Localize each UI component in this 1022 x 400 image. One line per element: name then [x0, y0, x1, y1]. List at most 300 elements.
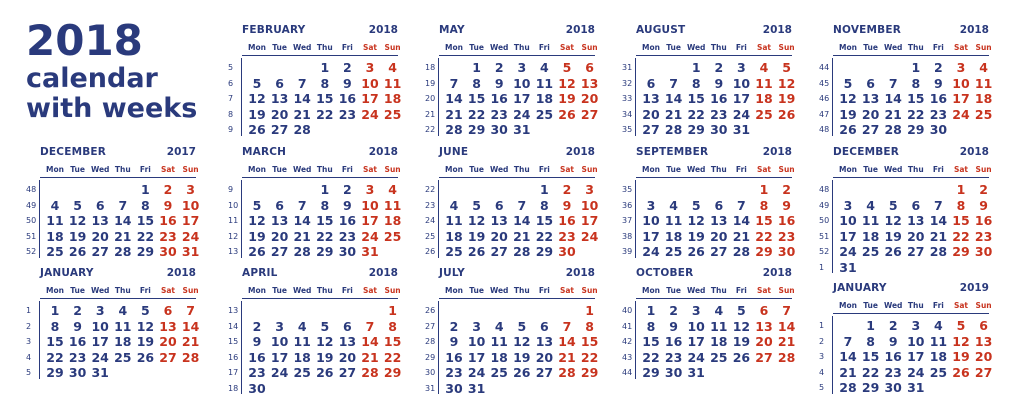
- day-cell: 16: [338, 213, 357, 228]
- weekday-header-row: [425, 163, 598, 176]
- day-cell: 14: [839, 349, 857, 364]
- weekday-label: Thu: [907, 43, 924, 52]
- month-year: 2018: [565, 146, 595, 158]
- month-year: 2018: [368, 267, 398, 279]
- day-cell: 6: [979, 318, 988, 333]
- weekday-header-row: [26, 284, 199, 297]
- day-cell: 6: [714, 197, 724, 213]
- day-cell: 1: [759, 182, 769, 197]
- day-cell: 13: [535, 334, 554, 349]
- day-cell: 12: [732, 318, 751, 334]
- week-number: 19: [425, 78, 436, 88]
- day-cell: 18: [755, 91, 773, 106]
- weekday-label: Thu: [710, 43, 727, 52]
- day-cell: 30: [558, 244, 576, 259]
- weekday-label: Sat: [362, 165, 378, 174]
- month-year: 2018: [368, 146, 398, 158]
- week-number: 15: [228, 337, 239, 346]
- day-cell: 7: [782, 303, 791, 318]
- weekday-label: Thu: [316, 286, 333, 295]
- day-cell: 13: [338, 334, 357, 349]
- day-cell: 22: [755, 228, 773, 244]
- weekday-label: Fri: [932, 301, 944, 310]
- month-aug-2018: [622, 24, 796, 137]
- day-cell: 6: [585, 60, 594, 75]
- day-cell: 17: [270, 349, 289, 365]
- day-cell: 29: [467, 122, 486, 137]
- day-cell: 16: [159, 213, 177, 228]
- day-cell: 1: [141, 182, 150, 197]
- header-rule: [242, 177, 398, 178]
- week-number-rule: [832, 180, 833, 273]
- week-number: 27: [425, 321, 436, 331]
- weekday-label: Sun: [581, 286, 598, 295]
- weekday-label: Sat: [559, 43, 575, 52]
- week-number: 35: [622, 125, 633, 134]
- day-cell: 1: [388, 303, 397, 318]
- day-cell: 15: [907, 91, 925, 106]
- day-cell: 14: [732, 213, 751, 228]
- day-cell: 6: [275, 75, 284, 91]
- day-cell: 9: [669, 318, 678, 334]
- week-number: 29: [425, 352, 436, 362]
- day-cell: 21: [929, 228, 948, 244]
- header-rule: [833, 55, 989, 56]
- day-cell: 5: [691, 197, 701, 213]
- month-name: AUGUST: [636, 24, 686, 36]
- day-cell: 28: [884, 122, 902, 137]
- day-cell: 21: [293, 106, 311, 122]
- week-number: 3: [819, 352, 825, 361]
- day-cell: 13: [755, 318, 773, 334]
- day-cell: 30: [490, 122, 508, 137]
- day-cell: 19: [884, 228, 902, 244]
- weekday-header-row: [26, 163, 199, 176]
- week-number: 6: [228, 78, 234, 88]
- day-cell: 14: [929, 213, 948, 228]
- weekday-label: Wed: [489, 165, 509, 174]
- month-header: [425, 146, 595, 160]
- day-cell: 29: [952, 244, 970, 259]
- week-number: 52: [819, 247, 830, 256]
- weekday-label: Sun: [778, 286, 795, 295]
- month-header: [228, 24, 398, 38]
- day-cell: 27: [580, 106, 599, 122]
- day-cell: 3: [472, 318, 481, 334]
- weekday-label: Sun: [778, 165, 795, 174]
- day-cell: 15: [952, 213, 970, 228]
- header-rule: [636, 177, 792, 178]
- weekday-label: Mon: [46, 165, 64, 174]
- day-cell: 5: [320, 318, 330, 334]
- day-cell: 4: [669, 197, 678, 213]
- title-line-2: with weeks: [26, 93, 198, 124]
- day-cell: 20: [270, 106, 289, 122]
- day-cell: 6: [866, 75, 875, 91]
- day-cell: 7: [934, 197, 943, 213]
- weekday-label: Mon: [839, 165, 857, 174]
- day-cell: 9: [782, 197, 791, 213]
- week-number: 46: [819, 94, 830, 103]
- day-cell: 15: [580, 334, 599, 349]
- weekday-label: Fri: [341, 286, 353, 295]
- month-header: [228, 146, 398, 160]
- day-cell: 4: [494, 318, 504, 334]
- day-cell: 1: [646, 303, 656, 318]
- day-cell: 7: [297, 197, 307, 213]
- day-cell: 17: [361, 213, 379, 228]
- month-year: 2018: [565, 267, 595, 279]
- weekday-label: Fri: [932, 43, 944, 52]
- day-cell: 9: [343, 75, 352, 91]
- day-cell: 25: [445, 244, 463, 259]
- day-cell: 30: [68, 365, 87, 380]
- weekday-label: Tue: [272, 43, 287, 52]
- day-cell: 18: [114, 334, 132, 349]
- day-cell: 2: [888, 318, 898, 333]
- day-cell: 7: [888, 75, 898, 91]
- day-cell: 3: [365, 182, 375, 197]
- day-cell: 27: [159, 349, 177, 365]
- day-cell: 29: [580, 365, 599, 380]
- day-cell: 4: [118, 303, 128, 318]
- week-number: 31: [425, 383, 436, 393]
- week-number: 25: [425, 231, 436, 241]
- day-cell: 22: [642, 349, 660, 365]
- day-cell: 10: [580, 197, 599, 213]
- day-cell: 12: [558, 75, 576, 91]
- day-cell: 21: [884, 106, 902, 122]
- day-cell: 16: [884, 349, 902, 364]
- weekday-label: Sat: [953, 43, 969, 52]
- day-cell: 21: [181, 334, 200, 349]
- day-cell: 27: [270, 122, 289, 137]
- day-cell: 7: [843, 333, 853, 349]
- day-cell: 18: [46, 228, 64, 244]
- day-cell: 27: [535, 365, 554, 380]
- week-number-rule: [241, 58, 242, 136]
- day-cell: 11: [114, 318, 132, 334]
- weekday-label: Tue: [666, 165, 681, 174]
- week-number-rule: [635, 180, 636, 258]
- day-cell: 24: [642, 244, 660, 259]
- day-cell: 17: [907, 349, 925, 364]
- day-cell: 12: [136, 318, 155, 334]
- day-cell: 28: [293, 244, 311, 259]
- week-number: 33: [622, 94, 633, 103]
- month-jun-2018: [425, 146, 599, 259]
- day-cell: 7: [737, 197, 746, 213]
- day-cell: 24: [907, 364, 925, 380]
- day-cell: 28: [361, 365, 379, 380]
- month-name: FEBRUARY: [242, 24, 306, 36]
- weekday-label: Fri: [341, 43, 353, 52]
- day-cell: 19: [513, 349, 531, 365]
- day-cell: 22: [861, 364, 880, 380]
- week-number: 51: [26, 231, 37, 241]
- day-cell: 15: [383, 334, 402, 349]
- day-cell: 28: [929, 244, 948, 259]
- day-cell: 9: [252, 334, 262, 349]
- header-rule: [636, 55, 792, 56]
- week-number: 22: [425, 125, 436, 134]
- day-cell: 9: [163, 197, 173, 213]
- month-header: [622, 24, 792, 38]
- title-line-1: calendar: [26, 63, 158, 94]
- day-cell: 10: [270, 334, 289, 349]
- weekday-label: Thu: [316, 165, 333, 174]
- day-cell: 13: [642, 91, 660, 106]
- day-cell: 4: [449, 197, 459, 213]
- day-cell: 13: [710, 213, 728, 228]
- day-cell: 30: [929, 122, 948, 137]
- week-number: 49: [26, 200, 37, 210]
- month-name: MARCH: [242, 146, 287, 158]
- day-cell: 22: [467, 106, 486, 122]
- day-cell: 23: [338, 228, 357, 244]
- weekday-label: Tue: [469, 286, 484, 295]
- day-cell: 7: [517, 197, 527, 213]
- day-cell: 16: [974, 213, 993, 228]
- weekday-label: Thu: [710, 286, 727, 295]
- day-cell: 25: [383, 228, 402, 244]
- day-cell: 12: [248, 213, 266, 228]
- month-feb-2018: [228, 24, 402, 137]
- week-number: 3: [26, 337, 32, 346]
- month-name: JANUARY: [833, 282, 887, 294]
- weekday-label: Mon: [445, 286, 463, 295]
- weekday-label: Wed: [90, 165, 110, 174]
- day-cell: 3: [517, 60, 527, 75]
- weekday-label: Tue: [666, 43, 681, 52]
- week-number: 4: [26, 352, 32, 362]
- day-cell: 3: [95, 303, 105, 318]
- month-name: DECEMBER: [40, 146, 107, 158]
- day-cell: 7: [365, 318, 375, 334]
- day-cell: 24: [580, 228, 599, 244]
- day-cell: 6: [343, 318, 352, 334]
- day-cell: 14: [181, 318, 200, 334]
- day-cell: 12: [248, 91, 266, 106]
- day-cell: 31: [732, 122, 751, 137]
- week-number: 20: [425, 94, 436, 103]
- day-cell: 6: [95, 197, 105, 213]
- weekday-label: Sun: [778, 43, 795, 52]
- day-cell: 24: [687, 349, 705, 365]
- day-cell: 15: [46, 334, 64, 349]
- weekday-label: Tue: [863, 301, 878, 310]
- header-rule: [636, 298, 792, 299]
- day-cell: 26: [687, 244, 705, 259]
- day-cell: 18: [293, 349, 311, 365]
- day-cell: 20: [338, 349, 357, 365]
- day-cell: 8: [759, 197, 769, 213]
- header-rule: [40, 177, 196, 178]
- weekday-header-row: [228, 41, 401, 54]
- week-number: 1: [26, 306, 32, 315]
- week-number: 31: [622, 63, 633, 72]
- weekday-label: Thu: [710, 165, 727, 174]
- day-cell: 26: [248, 244, 266, 259]
- day-cell: 28: [777, 349, 796, 365]
- day-cell: 8: [540, 197, 549, 213]
- month-header: [819, 24, 989, 38]
- weekday-label: Thu: [513, 43, 530, 52]
- month-year: 2018: [762, 146, 792, 158]
- day-cell: 3: [585, 182, 594, 197]
- week-number: 16: [228, 352, 239, 362]
- day-cell: 10: [361, 75, 379, 91]
- month-apr-2018: [228, 267, 402, 396]
- day-cell: 19: [839, 106, 857, 122]
- day-cell: 17: [952, 91, 970, 106]
- header-rule: [833, 177, 989, 178]
- day-cell: 29: [316, 244, 334, 259]
- month-header: [622, 267, 792, 281]
- day-cell: 8: [866, 333, 875, 349]
- weekday-label: Sun: [384, 165, 401, 174]
- day-cell: 9: [714, 75, 724, 91]
- day-cell: 6: [646, 75, 656, 91]
- weekday-label: Thu: [513, 165, 530, 174]
- day-cell: 1: [585, 303, 594, 318]
- day-cell: 19: [248, 106, 266, 122]
- month-name: SEPTEMBER: [636, 146, 709, 158]
- day-cell: 25: [861, 244, 880, 259]
- day-cell: 23: [338, 106, 357, 122]
- day-cell: 28: [513, 244, 531, 259]
- day-cell: 17: [687, 334, 705, 349]
- day-cell: 29: [535, 244, 554, 259]
- day-cell: 13: [270, 213, 289, 228]
- day-cell: 12: [687, 213, 705, 228]
- week-number: 21: [425, 109, 436, 119]
- day-cell: 3: [646, 197, 656, 213]
- day-cell: 25: [664, 244, 683, 259]
- day-cell: 4: [759, 60, 769, 75]
- day-cell: 10: [642, 213, 660, 228]
- month-header: [425, 267, 595, 281]
- weekday-label: Thu: [907, 301, 924, 310]
- weekday-label: Wed: [489, 286, 509, 295]
- weekday-label: Fri: [538, 165, 550, 174]
- day-cell: 13: [861, 91, 880, 106]
- day-cell: 22: [907, 106, 925, 122]
- day-cell: 15: [687, 91, 705, 106]
- week-number-rule: [438, 180, 439, 258]
- day-cell: 2: [714, 60, 724, 75]
- day-cell: 30: [248, 380, 266, 396]
- day-cell: 2: [782, 182, 791, 197]
- day-cell: 10: [907, 333, 925, 349]
- week-number: 34: [622, 109, 633, 119]
- day-cell: 20: [861, 106, 880, 122]
- month-year: 2018: [959, 24, 989, 36]
- day-cell: 15: [861, 349, 880, 364]
- header-rule: [40, 298, 196, 299]
- week-number: 9: [228, 185, 234, 194]
- day-cell: 8: [320, 197, 330, 213]
- day-cell: 16: [664, 334, 683, 349]
- month-header: [228, 267, 398, 281]
- month-header: [425, 24, 595, 38]
- day-cell: 10: [91, 318, 109, 334]
- weekday-label: Fri: [932, 165, 944, 174]
- weekday-label: Mon: [46, 286, 64, 295]
- weekday-label: Fri: [735, 286, 747, 295]
- day-cell: 3: [691, 303, 701, 318]
- day-cell: 28: [181, 349, 200, 365]
- day-cell: 27: [91, 244, 109, 259]
- month-header: [819, 146, 989, 160]
- weekday-label: Sun: [384, 43, 401, 52]
- weekday-label: Sat: [362, 286, 378, 295]
- day-cell: 17: [732, 91, 751, 106]
- day-cell: 10: [687, 318, 705, 334]
- day-cell: 16: [777, 213, 796, 228]
- day-cell: 23: [664, 349, 683, 365]
- month-nov-2018: [819, 24, 993, 137]
- day-cell: 16: [710, 91, 728, 106]
- day-cell: 11: [861, 213, 880, 228]
- day-cell: 5: [252, 75, 262, 91]
- day-cell: 21: [558, 349, 576, 365]
- day-cell: 25: [929, 364, 948, 380]
- day-cell: 16: [929, 91, 948, 106]
- day-cell: 22: [136, 228, 155, 244]
- weekday-label: Sun: [182, 165, 199, 174]
- weekday-header-row: [622, 284, 795, 297]
- day-cell: 21: [839, 364, 857, 380]
- day-cell: 31: [91, 365, 109, 380]
- day-cell: 15: [755, 213, 773, 228]
- day-cell: 24: [181, 228, 200, 244]
- week-number: 22: [425, 185, 436, 194]
- day-cell: 31: [907, 380, 925, 395]
- day-cell: 26: [558, 106, 576, 122]
- weekday-header-row: [622, 41, 795, 54]
- week-number: 8: [228, 109, 234, 119]
- day-cell: 14: [884, 91, 902, 106]
- day-cell: 26: [732, 349, 751, 365]
- week-number: 48: [26, 185, 37, 194]
- day-cell: 18: [664, 228, 683, 244]
- day-cell: 8: [320, 75, 330, 91]
- day-cell: 24: [732, 106, 751, 122]
- day-cell: 24: [952, 106, 970, 122]
- weekday-label: Sun: [384, 286, 401, 295]
- day-cell: 25: [490, 365, 508, 380]
- day-cell: 23: [248, 365, 266, 380]
- day-cell: 10: [839, 213, 857, 228]
- day-cell: 2: [562, 182, 572, 197]
- day-cell: 26: [68, 244, 87, 259]
- week-number: 18: [425, 63, 436, 72]
- day-cell: 11: [664, 213, 683, 228]
- week-number: 39: [622, 247, 633, 256]
- weekday-label: Wed: [489, 43, 509, 52]
- weekday-label: Wed: [883, 165, 903, 174]
- weekday-label: Mon: [445, 165, 463, 174]
- month-year: 2018: [166, 267, 196, 279]
- week-number: 11: [228, 216, 239, 225]
- day-cell: 23: [884, 364, 902, 380]
- day-cell: 6: [494, 197, 504, 213]
- day-cell: 23: [929, 106, 948, 122]
- day-cell: 24: [91, 349, 109, 365]
- day-cell: 4: [540, 60, 549, 75]
- day-cell: 26: [777, 106, 796, 122]
